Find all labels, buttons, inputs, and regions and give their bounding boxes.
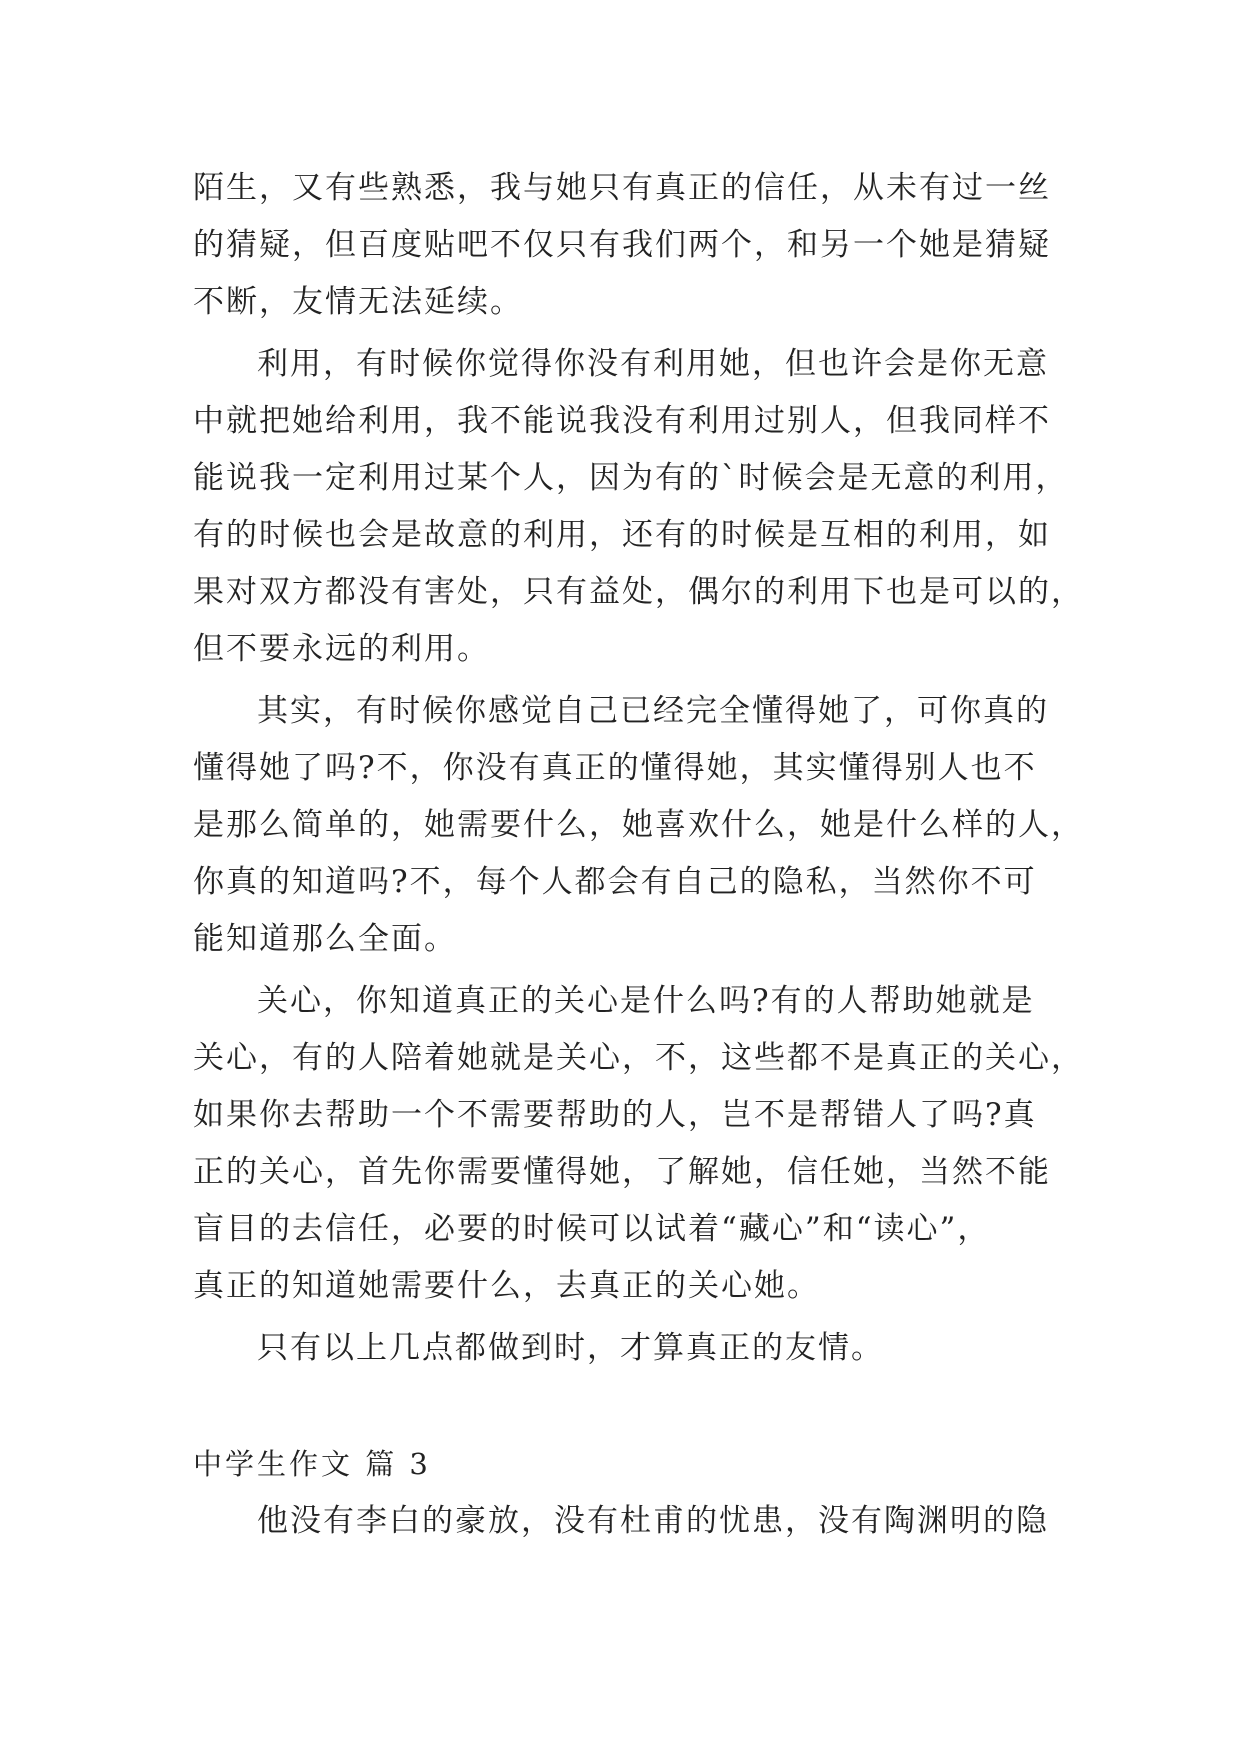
paragraph-line: 你真的知道吗?不，每个人都会有自己的隐私，当然你不可: [193, 864, 1037, 900]
paragraph-line: 果对双方都没有害处，只有益处，偶尔的利用下也是可以的，: [193, 574, 1084, 610]
paragraph-line: 陌生，又有些熟悉，我与她只有真正的信任，从未有过一丝: [193, 170, 1051, 206]
paragraph-line: 是那么简单的，她需要什么，她喜欢什么，她是什么样的人，: [193, 807, 1084, 843]
paragraph-line: 利用，有时候你觉得你没有利用她，但也许会是你无意: [257, 346, 1049, 382]
section-heading: 中学生作文 篇 3: [193, 1447, 431, 1481]
paragraph-line: 中就把她给利用，我不能说我没有利用过别人，但我同样不: [193, 403, 1051, 439]
paragraph-line: 其实，有时候你感觉自己已经完全懂得她了，可你真的: [257, 693, 1049, 729]
paragraph-line: 有的时候也会是故意的利用，还有的时候是互相的利用，如: [193, 517, 1051, 553]
paragraph-line: 正的关心，首先你需要懂得她，了解她，信任她，当然不能: [193, 1154, 1051, 1190]
paragraph-line: 懂得她了吗?不，你没有真正的懂得她，其实懂得别人也不: [193, 750, 1037, 786]
paragraph-line: 关心，你知道真正的关心是什么吗?有的人帮助她就是: [257, 983, 1035, 1019]
paragraph-line: 不断，友情无法延续。: [193, 284, 523, 320]
paragraph-line: 他没有李白的豪放，没有杜甫的忧患，没有陶渊明的隐: [257, 1503, 1049, 1539]
paragraph-line: 但不要永远的利用。: [193, 631, 490, 667]
paragraph-line: 如果你去帮助一个不需要帮助的人，岂不是帮错人了吗?真: [193, 1097, 1037, 1133]
paragraph-line: 能说我一定利用过某个人，因为有的`时候会是无意的利用，: [193, 460, 1069, 496]
paragraph-line: 盲目的去信任，必要的时候可以试着“藏心”和“读心”，: [193, 1211, 991, 1247]
paragraph-line: 只有以上几点都做到时，才算真正的友情。: [257, 1330, 884, 1366]
paragraph-line: 关心，有的人陪着她就是关心，不，这些都不是真正的关心，: [193, 1040, 1084, 1076]
paragraph-line: 真正的知道她需要什么，去真正的关心她。: [193, 1268, 820, 1304]
paragraph-line: 能知道那么全面。: [193, 921, 457, 957]
paragraph-line: 的猜疑，但百度贴吧不仅只有我们两个，和另一个她是猜疑: [193, 227, 1051, 263]
